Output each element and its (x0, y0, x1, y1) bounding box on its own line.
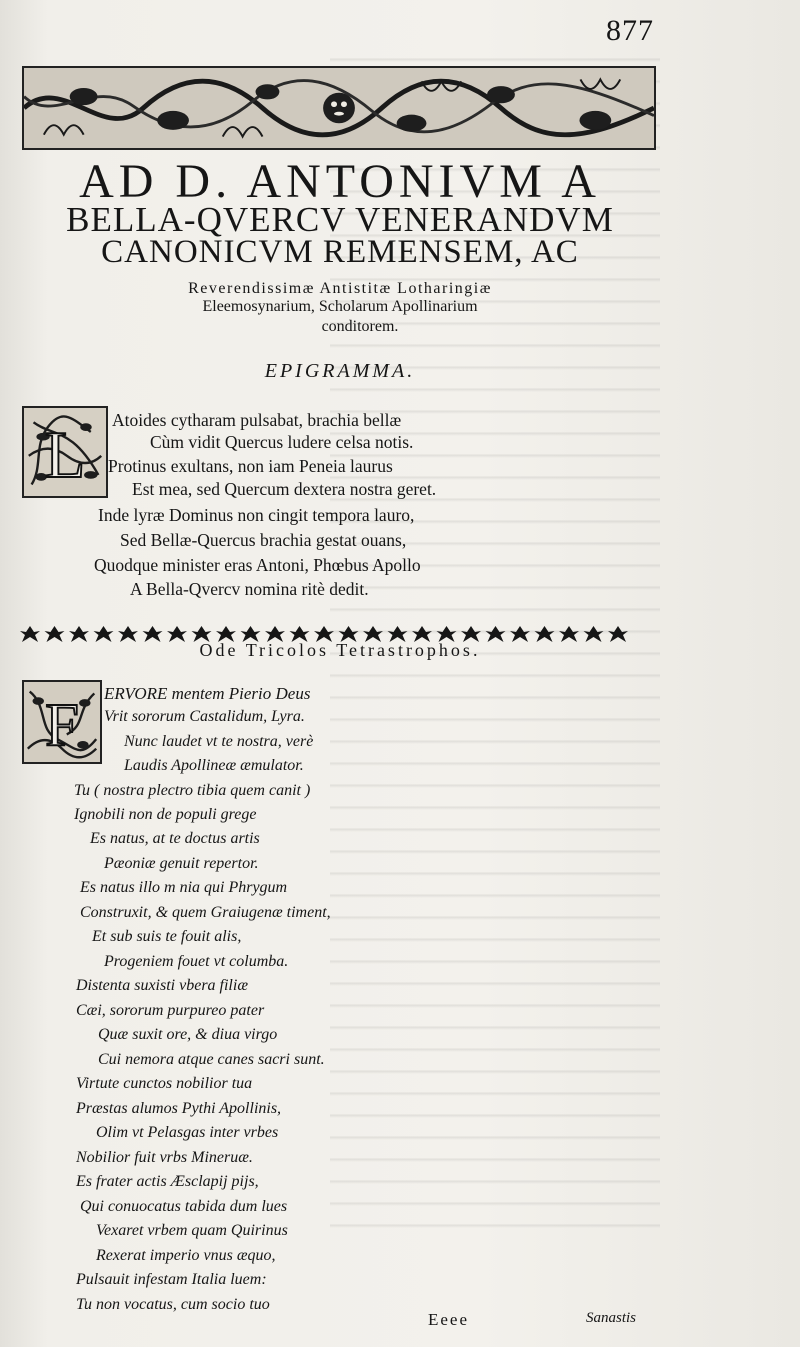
page-number: 877 (606, 14, 654, 47)
ode-line: Tu non vocatus, cum socio tuo (76, 1296, 270, 1313)
ode-line: Rexerat imperio vnus æquo, (96, 1247, 276, 1264)
signature-mark: Eeee (428, 1310, 470, 1329)
epigram-line: A Bella-Qvercv nomina ritè dedit. (130, 579, 369, 599)
ode-line: Virtute cunctos nobilior tua (76, 1075, 253, 1092)
decorated-initial-l-icon (22, 406, 108, 498)
ode-line: Vexaret vrbem quam Quirinus (96, 1222, 288, 1239)
ode-line: Progeniem fouet vt columba. (104, 953, 289, 970)
headpiece-ornament-icon (24, 68, 654, 148)
epigram-line: Cùm vidit Quercus ludere celsa notis. (150, 432, 414, 452)
ode-line: Pæoniæ genuit repertor. (104, 855, 259, 872)
ode-line: Ignobili non de populi grege (74, 806, 257, 823)
epigram-line: Quodque minister eras Antoni, Phœbus Apollo (94, 555, 421, 575)
title-line-3: CANONICVM REMENSEM, AC (101, 234, 579, 270)
ode-line: Nobilior fuit vrbs Mineruæ. (76, 1149, 253, 1166)
ode-line: Vrit sororum Castalidum, Lyra. (104, 708, 305, 725)
subtitle-line-3: conditorem. (321, 318, 399, 335)
ode-line: Distenta suxisti vbera filiæ (76, 977, 248, 994)
ode-line: Es frater actis Æsclapij pijs, (76, 1173, 259, 1190)
svg-text:F: F (45, 691, 79, 759)
title-line-1: AD D. ANTONIVM A (79, 155, 601, 208)
epigram-line: Inde lyræ Dominus non cingit tempora lauro, (98, 505, 415, 525)
subtitle-line-2: Eleemosynarium, Scholarum Apollinarium (202, 298, 478, 315)
ode-line: Nunc laudet vt te nostra, verè (124, 733, 314, 750)
catchword: Sanastis (586, 1310, 637, 1326)
ode-line: Es natus illo m nia qui Phrygum (80, 879, 288, 896)
ode-line: Es natus, at te doctus artis (90, 830, 260, 847)
ode-line: ERVORE mentem Pierio Deus (104, 684, 311, 703)
ode-heading: Ode Tricolos Tetrastrophos. (199, 640, 481, 660)
ode-line: Olim vt Pelasgas inter vrbes (96, 1124, 279, 1141)
ode-line: Pulsauit infestam Italia luem: (76, 1271, 267, 1288)
ode-line: Qui conuocatus tabida dum lues (80, 1198, 288, 1215)
ode-line: Cui nemora atque canes sacri sunt. (98, 1051, 325, 1068)
title-line-2: BELLA-QVERCV VENERANDVM (66, 200, 614, 239)
ode-line: Præstas alumos Pythi Apollinis, (76, 1100, 282, 1117)
ode-line: Et sub suis te fouit alis, (92, 928, 242, 945)
ornamental-headpiece (22, 66, 656, 150)
ode-line: Laudis Apollineæ æmulator. (124, 757, 304, 774)
epigram-heading: EPIGRAMMA. (264, 360, 416, 382)
svg-text:L: L (44, 417, 86, 492)
decorated-initial-f-icon (22, 680, 102, 764)
ode-line: Construxit, & quem Graiugenæ timent, (80, 904, 331, 921)
subtitle-line-1: Reverendissimæ Antistitæ Lotharingiæ (188, 280, 492, 297)
epigram-line: Protinus exultans, non iam Peneia laurus (108, 456, 393, 476)
epigram-line: Atoides cytharam pulsabat, brachia bellæ (112, 410, 402, 430)
ode-line: Tu ( nostra plectro tibia quem canit ) (74, 782, 311, 799)
epigram-line: Sed Bellæ-Quercus brachia gestat ouans, (120, 530, 407, 550)
ode-line: Quæ suxit ore, & diua virgo (98, 1026, 278, 1043)
epigram-line: Est mea, sed Quercum dextera nostra geret. (132, 479, 437, 499)
ode-line: Cæi, sororum purpureo pater (76, 1002, 265, 1019)
